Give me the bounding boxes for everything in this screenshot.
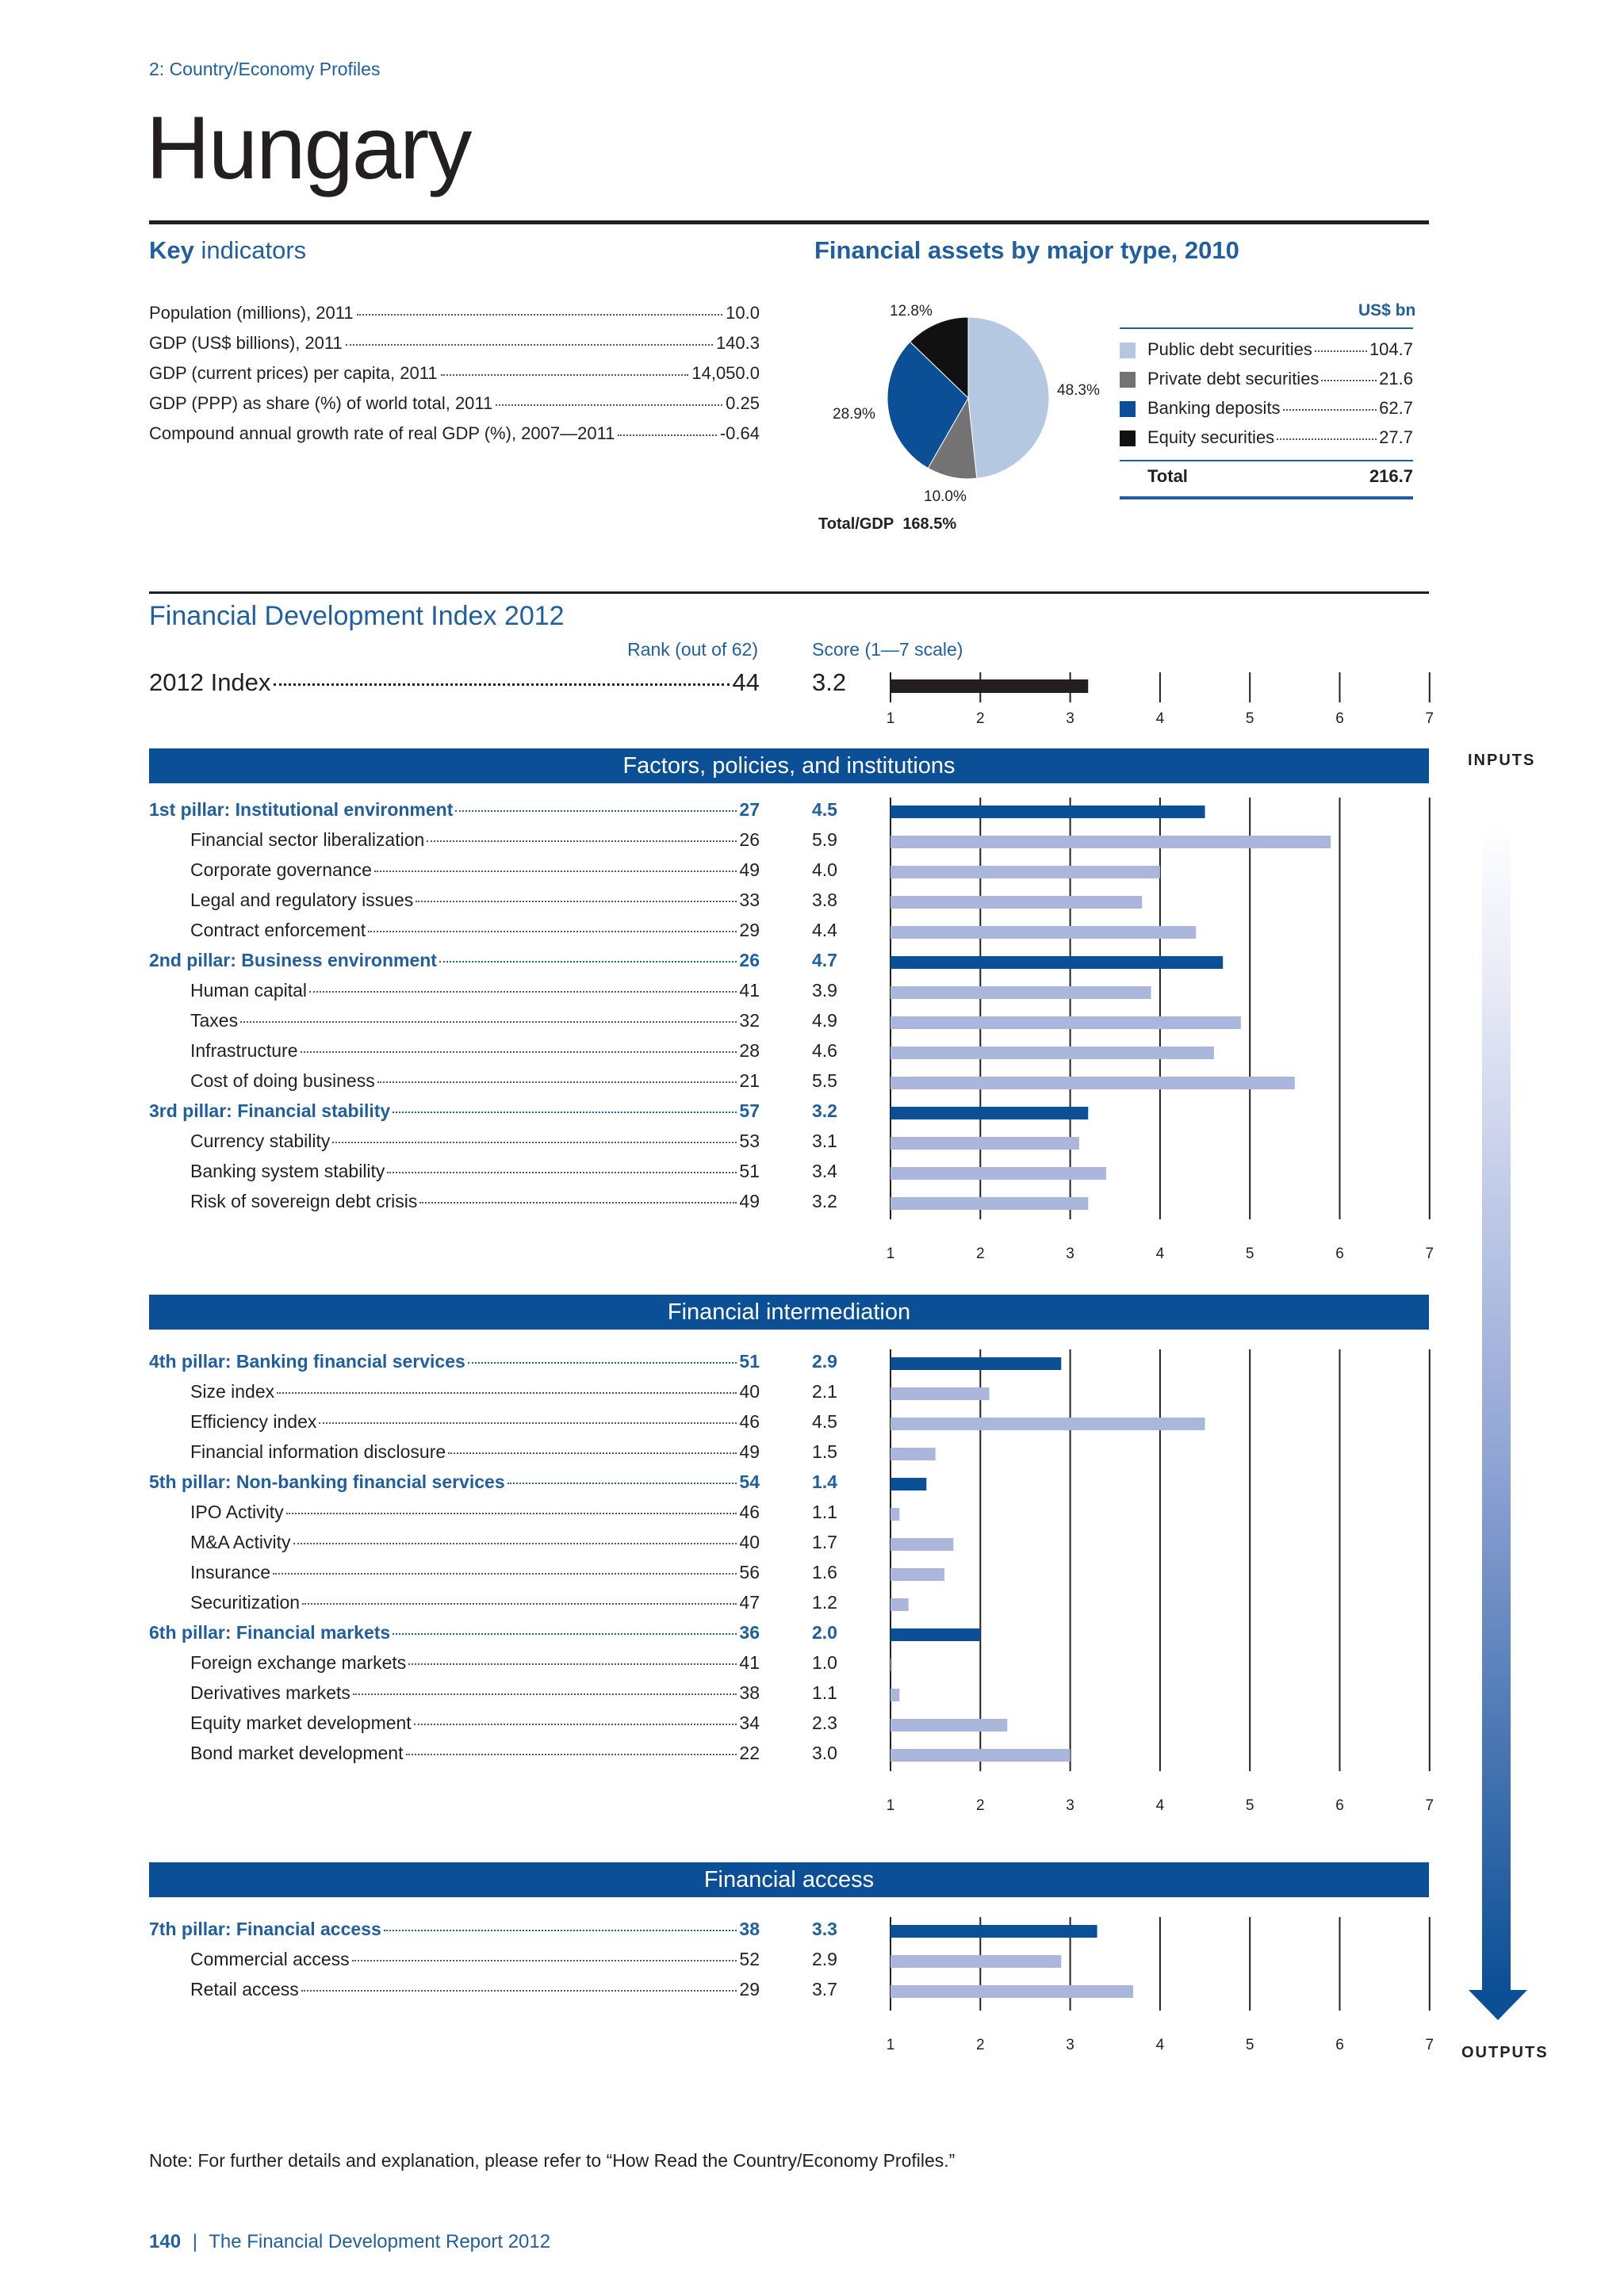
index-bar (891, 679, 1088, 693)
tick-label: 1 (886, 1797, 895, 1814)
row-label: Currency stability (190, 1131, 331, 1151)
indicator-bar (891, 1387, 990, 1400)
indicator-bar (891, 1659, 892, 1671)
row-score: 5.5 (812, 1070, 837, 1091)
row-score: 3.7 (812, 1979, 837, 1999)
row-label: Cost of doing business (190, 1070, 375, 1091)
assets-unit: US$ bn (1358, 301, 1416, 320)
legend-value: 21.6 (1379, 369, 1413, 388)
row-score: 5.9 (812, 829, 837, 850)
inputs-label: INPUTS (1468, 752, 1536, 769)
row-score: 3.2 (812, 1100, 837, 1121)
group-banner: Factors, policies, and institutions (149, 748, 1429, 783)
tick-label: 5 (1245, 1797, 1254, 1814)
outputs-label: OUTPUTS (1461, 2044, 1549, 2061)
row-rank: 27 (739, 799, 760, 820)
tick-label: 5 (1245, 2037, 1254, 2053)
legend-label: Banking deposits (1147, 398, 1281, 418)
row-rank: 38 (739, 1682, 760, 1703)
indicator-bar (891, 1016, 1241, 1029)
row-rank: 49 (739, 859, 760, 880)
pillar-bar (891, 1478, 926, 1490)
row-label: M&A Activity (190, 1532, 291, 1552)
indicator-bar (891, 1137, 1079, 1150)
indicator-bar (891, 1077, 1295, 1089)
assets-total-value: 216.7 (1369, 466, 1413, 486)
row-score: 4.0 (812, 859, 837, 880)
indicator-bar (891, 1689, 899, 1701)
pillar-bar (891, 956, 1223, 969)
legend-label: Private debt securities (1147, 369, 1320, 388)
tick-label: 2 (976, 1246, 985, 1262)
footer-separator: | (192, 2231, 197, 2252)
indicator-bar (891, 1047, 1214, 1059)
row-label: 5th pillar: Non-banking financial services (149, 1471, 505, 1492)
section-label: 2: Country/Economy Profiles (149, 59, 381, 79)
inputs-outputs-arrow (1465, 825, 1530, 2022)
tick-label: 2 (976, 2037, 985, 2053)
key-indicator-label: GDP (current prices) per capita, 2011 (149, 363, 438, 383)
tick-label: 1 (886, 1246, 895, 1262)
row-score: 1.5 (812, 1441, 837, 1462)
key-indicators-title-bold: Key (149, 236, 194, 264)
row-score: 2.9 (812, 1949, 837, 1969)
arrow-head (1469, 1990, 1527, 2020)
indicator-bar (891, 1508, 899, 1521)
assets-total-label: Total (1147, 466, 1188, 486)
row-label: 1st pillar: Institutional environment (149, 799, 454, 820)
row-label: Taxes (190, 1010, 239, 1031)
tick-label: 5 (1245, 1246, 1254, 1262)
row-label: Human capital (190, 980, 308, 1001)
tick-label: 7 (1425, 710, 1434, 727)
row-score: 4.5 (812, 799, 837, 820)
row-label: Risk of sovereign debt crisis (190, 1191, 418, 1211)
row-score: 3.8 (812, 890, 837, 910)
key-indicator-label: Compound annual growth rate of real GDP (%), 2007—2011 (149, 423, 615, 443)
tick-label: 5 (1245, 710, 1254, 727)
row-rank: 46 (739, 1502, 760, 1522)
row-rank: 40 (739, 1532, 760, 1552)
row-label: Insurance (190, 1562, 271, 1582)
tick-label: 1 (886, 710, 895, 727)
row-rank: 47 (739, 1592, 760, 1613)
tick-label: 3 (1066, 1246, 1074, 1262)
row-rank: 51 (739, 1351, 760, 1372)
indicator-bar (891, 1719, 1007, 1732)
indicator-bar (891, 986, 1151, 999)
row-score: 4.7 (812, 950, 837, 970)
tick-label: 6 (1335, 2037, 1344, 2053)
group-banner: Financial intermediation (149, 1295, 1429, 1330)
row-rank: 29 (739, 920, 760, 940)
total-gdp-label: Total/GDP (818, 515, 894, 533)
indicator-bar (891, 1538, 953, 1551)
row-rank: 32 (739, 1010, 760, 1031)
report-title: The Financial Development Report 2012 (209, 2231, 551, 2252)
index-score: 3.2 (812, 668, 847, 696)
page-number: 140 (149, 2231, 182, 2252)
row-label: Contract enforcement (190, 920, 366, 940)
key-indicator-label: Population (millions), 2011 (149, 303, 354, 323)
row-rank: 36 (739, 1622, 760, 1643)
row-rank: 51 (739, 1161, 760, 1181)
pie-label-private-debt: 10.0% (924, 488, 967, 505)
row-label: Banking system stability (190, 1161, 385, 1181)
row-rank: 49 (739, 1441, 760, 1462)
tick-label: 3 (1066, 1797, 1074, 1814)
row-label: Foreign exchange markets (190, 1652, 407, 1673)
row-score: 1.7 (812, 1532, 837, 1552)
indicator-bar (891, 1448, 936, 1460)
row-rank: 26 (739, 950, 760, 970)
index-rank: 44 (732, 668, 760, 696)
indicator-bar (891, 1418, 1205, 1430)
key-indicator-value: -0.64 (719, 423, 760, 443)
row-score: 1.0 (812, 1652, 837, 1673)
row-rank: 33 (739, 890, 760, 910)
total-gdp-value: 168.5% (902, 515, 957, 533)
tick-label: 6 (1335, 710, 1344, 727)
row-score: 3.3 (812, 1919, 837, 1939)
row-score: 3.2 (812, 1191, 837, 1211)
tick-label: 4 (1155, 710, 1165, 727)
pie-label-banking: 28.9% (833, 406, 875, 423)
score-column-header: Score (1—7 scale) (812, 639, 963, 660)
row-label: Retail access (190, 1979, 299, 1999)
tick-label: 2 (976, 710, 985, 727)
tick-label: 2 (976, 1797, 985, 1814)
row-score: 1.4 (812, 1471, 837, 1492)
row-label: Equity market development (190, 1712, 412, 1733)
row-rank: 49 (739, 1191, 760, 1211)
row-label: IPO Activity (190, 1502, 284, 1522)
group-banner: Financial access (149, 1862, 1429, 1897)
row-rank: 38 (739, 1919, 760, 1939)
row-label: Commercial access (190, 1949, 350, 1969)
pillar-bar (891, 1357, 1061, 1370)
row-rank: 41 (739, 980, 760, 1001)
row-label: Bond market development (190, 1743, 404, 1763)
pillar-bar (891, 1107, 1088, 1119)
tick-label: 1 (886, 2037, 895, 2053)
tick-label: 6 (1335, 1797, 1344, 1814)
financial-assets-title: Financial assets by major type, 2010 (814, 236, 1239, 264)
legend-value: 27.7 (1379, 427, 1413, 447)
row-score: 3.4 (812, 1161, 837, 1181)
profile-note: Note: For further details and explanation, please refer to “How Read the Country/Economy Profiles.” (149, 2150, 956, 2171)
tick-label: 7 (1425, 1246, 1434, 1262)
indicator-bar (891, 866, 1160, 878)
row-rank: 22 (739, 1743, 760, 1763)
tick-label: 4 (1155, 1246, 1165, 1262)
row-rank: 46 (739, 1411, 760, 1432)
pillar-bar (891, 1628, 980, 1641)
row-label: Derivatives markets (190, 1682, 350, 1703)
tick-label: 3 (1066, 710, 1074, 727)
tick-label: 6 (1335, 1246, 1344, 1262)
row-label: Efficiency index (190, 1411, 317, 1432)
tick-label: 7 (1425, 2037, 1434, 2053)
indicator-bar (891, 1568, 944, 1581)
indicator-bar (891, 1167, 1106, 1180)
row-rank: 29 (739, 1979, 760, 1999)
country-title: Hungary (146, 98, 471, 197)
key-indicator-label: GDP (US$ billions), 2011 (149, 333, 343, 353)
row-score: 3.0 (812, 1743, 837, 1763)
row-score: 2.9 (812, 1351, 837, 1372)
indicator-bar (891, 1955, 1061, 1968)
legend-label: Equity securities (1147, 427, 1275, 447)
row-rank: 21 (739, 1070, 760, 1091)
arrow-shaft (1482, 825, 1511, 1990)
row-score: 1.2 (812, 1592, 837, 1613)
tick-label: 4 (1155, 1797, 1165, 1814)
key-indicator-value: 10.0 (726, 303, 760, 323)
row-score: 4.5 (812, 1411, 837, 1432)
row-rank: 28 (739, 1040, 760, 1061)
row-rank: 26 (739, 829, 760, 850)
row-label: Financial information disclosure (190, 1441, 446, 1462)
indicator-bar (891, 836, 1331, 848)
row-score: 1.1 (812, 1682, 837, 1703)
tick-label: 4 (1155, 2037, 1165, 2053)
row-score: 2.3 (812, 1712, 837, 1733)
row-label: Infrastructure (190, 1040, 298, 1061)
row-rank: 56 (739, 1562, 760, 1582)
key-indicator-value: 140.3 (715, 333, 760, 353)
row-rank: 34 (739, 1712, 760, 1733)
row-rank: 54 (739, 1471, 760, 1492)
row-rank: 52 (739, 1949, 760, 1969)
legend-value: 104.7 (1369, 339, 1413, 359)
row-label: Financial sector liberalization (190, 829, 425, 850)
row-score: 4.6 (812, 1040, 837, 1061)
pie-label-public-debt: 48.3% (1057, 382, 1100, 399)
row-score: 3.1 (812, 1131, 837, 1151)
page-footer (149, 2231, 550, 2253)
row-score: 2.0 (812, 1622, 837, 1643)
row-rank: 41 (739, 1652, 760, 1673)
row-label: Corporate governance (190, 859, 372, 880)
legend-value: 62.7 (1379, 398, 1413, 418)
row-rank: 40 (739, 1381, 760, 1402)
fdi-title: Financial Development Index 2012 (149, 601, 565, 631)
row-score: 1.1 (812, 1502, 837, 1522)
row-score: 4.4 (812, 920, 837, 940)
indicator-bar (891, 1749, 1071, 1762)
row-score: 1.6 (812, 1562, 837, 1582)
key-indicator-value: 14,050.0 (691, 363, 760, 383)
row-score: 2.1 (812, 1381, 837, 1402)
indicator-bar (891, 896, 1142, 909)
indicator-bar (891, 1598, 909, 1611)
row-rank: 57 (739, 1100, 760, 1121)
indicator-bar (891, 1985, 1133, 1998)
row-rank: 53 (739, 1131, 760, 1151)
row-label: Securitization (190, 1592, 301, 1613)
row-label: 7th pillar: Financial access (149, 1919, 381, 1939)
index-label: 2012 Index (149, 668, 271, 696)
row-label: 4th pillar: Banking financial services (149, 1351, 465, 1372)
row-label: 6th pillar: Financial markets (149, 1622, 391, 1643)
key-indicators-title-rest: indicators (201, 236, 307, 264)
row-label: Legal and regulatory issues (190, 890, 414, 910)
pie-label-equity: 12.8% (890, 303, 933, 320)
key-indicator-label: GDP (PPP) as share (%) of world total, 2011 (149, 393, 493, 413)
indicator-bar (891, 926, 1196, 939)
pillar-bar (891, 806, 1205, 818)
pillar-bar (891, 1925, 1097, 1938)
key-indicator-value: 0.25 (726, 393, 760, 413)
row-score: 3.9 (812, 980, 837, 1001)
row-label: 3rd pillar: Financial stability (149, 1100, 391, 1121)
tick-label: 3 (1066, 2037, 1074, 2053)
row-score: 4.9 (812, 1010, 837, 1031)
tick-label: 7 (1425, 1797, 1434, 1814)
row-label: 2nd pillar: Business environment (149, 950, 437, 970)
legend-label: Public debt securities (1147, 339, 1312, 359)
row-label: Size index (190, 1381, 275, 1402)
rank-column-header: Rank (out of 62) (627, 639, 758, 660)
indicator-bar (891, 1197, 1088, 1210)
